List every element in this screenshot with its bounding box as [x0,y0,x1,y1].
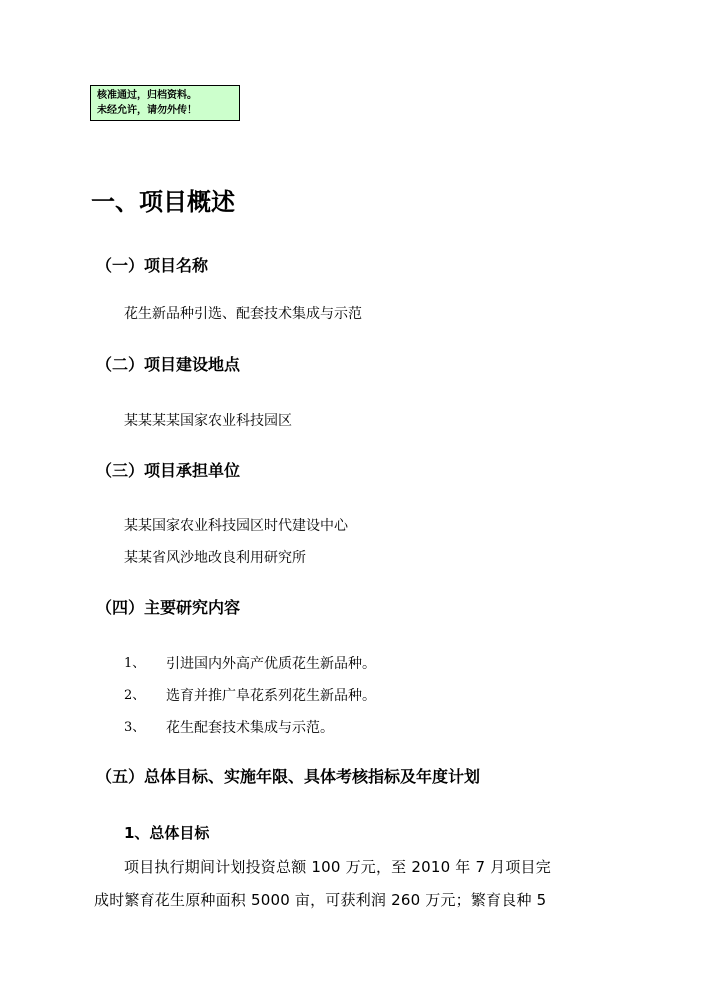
stamp-line-2: 未经允许，请勿外传！ [97,105,197,116]
paragraph-line-1: 项目执行期间计划投资总额 100 万元，至 2010 年 7 月项目完 [124,858,551,876]
approval-stamp [90,85,240,121]
undertaking-unit-line-2: 某某省风沙地改良利用研究所 [124,550,306,566]
list-item-text: 选育并推广阜花系列花生新品种。 [166,688,376,704]
section-heading-research-content: （四）主要研究内容 [96,598,241,617]
list-item-text: 花生配套技术集成与示范。 [166,720,334,736]
paragraph-line-2: 成时繁育花生原种面积 5000 亩，可获利润 260 万元；繁育良种 5 [94,891,547,909]
section-heading-project-name: （一）项目名称 [96,256,209,275]
list-item-number: 3、 [124,720,146,735]
chapter-title: 一、项目概述 [91,188,235,216]
section-heading-undertaking-unit: （三）项目承担单位 [96,461,241,480]
location-text: 某某某某国家农业科技园区 [124,413,292,429]
section-heading-location: （二）项目建设地点 [96,355,241,374]
list-item-number: 2、 [124,688,146,703]
list-item-text: 引进国内外高产优质花生新品种。 [166,656,376,672]
undertaking-unit-line-1: 某某国家农业科技园区时代建设中心 [124,518,348,534]
project-name-text: 花生新品种引选、配套技术集成与示范 [124,306,362,322]
subheading-overall-target: 1、总体目标 [124,824,210,842]
section-heading-overall-goals: （五）总体目标、实施年限、具体考核指标及年度计划 [96,767,481,786]
list-item-number: 1、 [124,656,146,671]
stamp-line-1: 核准通过，归档资料。 [97,90,197,101]
